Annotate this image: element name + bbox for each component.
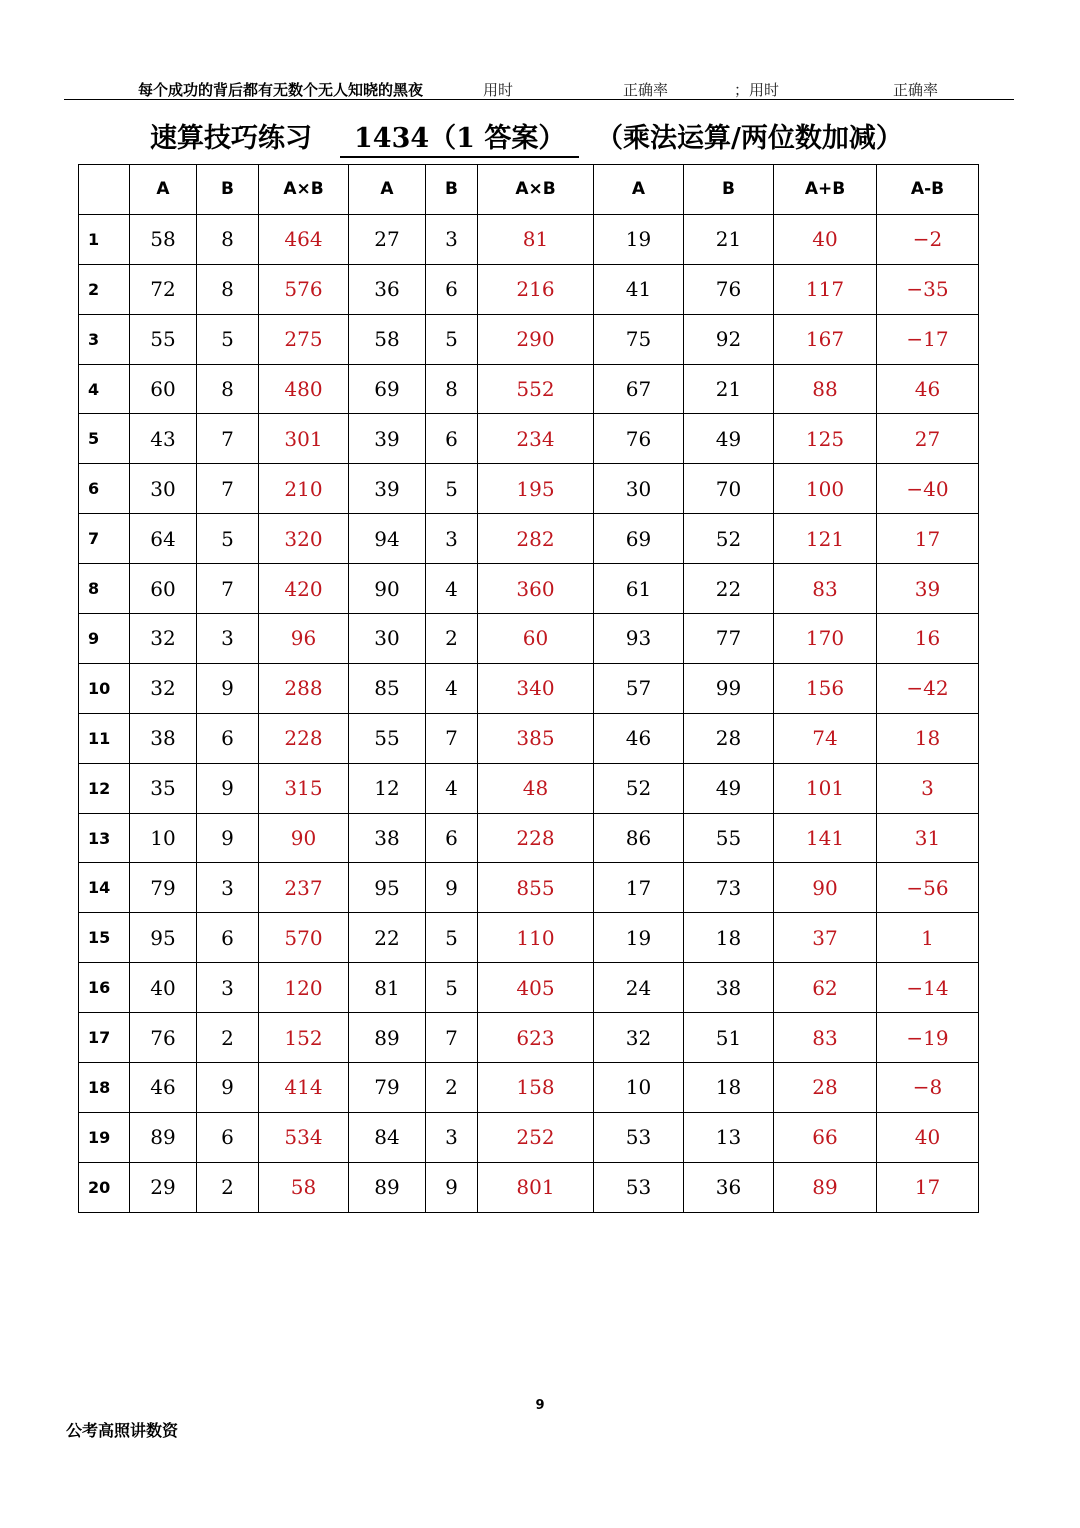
row-number: 20 <box>79 1162 130 1212</box>
table-row <box>79 1162 979 1212</box>
answer-cell: 210 <box>259 464 349 514</box>
operand-cell: 4 <box>426 564 478 614</box>
answer-cell: −42 <box>877 663 979 713</box>
answer-cell: 90 <box>259 813 349 863</box>
answer-cell: 234 <box>478 414 594 464</box>
operand-cell: 76 <box>594 414 684 464</box>
operand-cell: 36 <box>349 264 426 314</box>
answer-cell: 576 <box>259 264 349 314</box>
operand-cell: 76 <box>130 1013 197 1063</box>
operand-cell: 5 <box>426 314 478 364</box>
operand-cell: 9 <box>197 663 259 713</box>
operand-cell: 85 <box>349 663 426 713</box>
answer-cell: 801 <box>478 1162 594 1212</box>
operand-cell: 38 <box>130 713 197 763</box>
table-row <box>79 464 979 514</box>
operand-cell: 27 <box>349 214 426 264</box>
operand-cell: 41 <box>594 264 684 314</box>
operand-cell: 7 <box>197 414 259 464</box>
operand-cell: 9 <box>197 763 259 813</box>
answer-cell: 340 <box>478 663 594 713</box>
operand-cell: 69 <box>594 514 684 564</box>
operand-cell: 53 <box>594 1112 684 1162</box>
row-number: 2 <box>79 264 130 314</box>
operand-cell: 89 <box>349 1162 426 1212</box>
operand-cell: 76 <box>684 264 774 314</box>
operand-cell: 30 <box>349 614 426 664</box>
answer-cell: 100 <box>774 464 877 514</box>
operand-cell: 77 <box>684 614 774 664</box>
row-number: 10 <box>79 663 130 713</box>
operand-cell: 60 <box>130 564 197 614</box>
answer-cell: 27 <box>877 414 979 464</box>
operand-cell: 46 <box>594 713 684 763</box>
answer-cell: 237 <box>259 863 349 913</box>
operand-cell: 29 <box>130 1162 197 1212</box>
operand-cell: 32 <box>130 663 197 713</box>
operand-cell: 73 <box>684 863 774 913</box>
page-header <box>138 76 1018 100</box>
operand-cell: 9 <box>197 813 259 863</box>
row-number: 14 <box>79 863 130 913</box>
operand-cell: 72 <box>130 264 197 314</box>
answer-cell: 37 <box>774 913 877 963</box>
operand-cell: 32 <box>594 1013 684 1063</box>
operand-cell: 19 <box>594 214 684 264</box>
row-number: 5 <box>79 414 130 464</box>
operand-cell: 9 <box>426 1162 478 1212</box>
operand-cell: 58 <box>349 314 426 364</box>
header-cell: A+B <box>774 165 877 215</box>
operand-cell: 32 <box>130 614 197 664</box>
answer-cell: 290 <box>478 314 594 364</box>
table-row <box>79 1013 979 1063</box>
answer-cell: 420 <box>259 564 349 614</box>
header-motto: 每个成功的背后都有无数个无人知晓的黑夜 <box>138 81 424 99</box>
table-row <box>79 514 979 564</box>
operand-cell: 30 <box>594 464 684 514</box>
operand-cell: 43 <box>130 414 197 464</box>
operand-cell: 64 <box>130 514 197 564</box>
table-row <box>79 913 979 963</box>
operand-cell: 8 <box>197 264 259 314</box>
operand-cell: 21 <box>684 364 774 414</box>
operand-cell: 10 <box>594 1063 684 1113</box>
table-row <box>79 364 979 414</box>
operand-cell: 55 <box>684 813 774 863</box>
operand-cell: 49 <box>684 414 774 464</box>
answer-cell: 18 <box>877 713 979 763</box>
answer-cell: −8 <box>877 1063 979 1113</box>
operand-cell: 28 <box>684 713 774 763</box>
row-number: 1 <box>79 214 130 264</box>
operand-cell: 53 <box>594 1162 684 1212</box>
time-blank-2 <box>779 84 859 100</box>
answer-cell: 60 <box>478 614 594 664</box>
operand-cell: 6 <box>197 913 259 963</box>
answer-cell: 31 <box>877 813 979 863</box>
operand-cell: 3 <box>197 963 259 1013</box>
table-row <box>79 713 979 763</box>
operand-cell: 21 <box>684 214 774 264</box>
operand-cell: 38 <box>684 963 774 1013</box>
operand-cell: 93 <box>594 614 684 664</box>
operand-cell: 3 <box>197 614 259 664</box>
table-row <box>79 863 979 913</box>
operand-cell: 55 <box>349 713 426 763</box>
answer-cell: 46 <box>877 364 979 414</box>
operand-cell: 7 <box>426 713 478 763</box>
accuracy-label-1: 正确率 <box>623 81 669 99</box>
header-cell: A <box>130 165 197 215</box>
operand-cell: 6 <box>197 713 259 763</box>
answer-cell: −56 <box>877 863 979 913</box>
answer-cell: 252 <box>478 1112 594 1162</box>
answer-cell: 570 <box>259 913 349 963</box>
operand-cell: 60 <box>130 364 197 414</box>
operand-cell: 3 <box>426 1112 478 1162</box>
page-number: 9 <box>535 1398 545 1413</box>
operand-cell: 84 <box>349 1112 426 1162</box>
operand-cell: 9 <box>197 1063 259 1113</box>
operand-cell: 4 <box>426 763 478 813</box>
answer-cell: 39 <box>877 564 979 614</box>
row-number: 11 <box>79 713 130 763</box>
operand-cell: 4 <box>426 663 478 713</box>
answer-cell: 17 <box>877 514 979 564</box>
operand-cell: 5 <box>426 963 478 1013</box>
operand-cell: 40 <box>130 963 197 1013</box>
header-cell: A <box>349 165 426 215</box>
answer-cell: −40 <box>877 464 979 514</box>
header-cell: A-B <box>877 165 979 215</box>
answer-cell: 414 <box>259 1063 349 1113</box>
page-title <box>150 110 950 154</box>
answer-cell: 156 <box>774 663 877 713</box>
table-row <box>79 214 979 264</box>
table-row <box>79 963 979 1013</box>
footer-text: 公考高照讲数资 <box>66 1421 179 1440</box>
operand-cell: 8 <box>197 364 259 414</box>
operand-cell: 2 <box>426 614 478 664</box>
operand-cell: 39 <box>349 414 426 464</box>
operand-cell: 52 <box>594 763 684 813</box>
answer-cell: 81 <box>478 214 594 264</box>
time-label-2: 用时 <box>749 81 780 99</box>
header-cell: B <box>426 165 478 215</box>
operand-cell: 81 <box>349 963 426 1013</box>
time-blank-1 <box>513 84 595 100</box>
header-separator: ； <box>734 81 750 99</box>
answer-cell: 552 <box>478 364 594 414</box>
answer-cell: 195 <box>478 464 594 514</box>
header-cell: A <box>594 165 684 215</box>
operand-cell: 46 <box>130 1063 197 1113</box>
operand-cell: 39 <box>349 464 426 514</box>
operand-cell: 95 <box>130 913 197 963</box>
operand-cell: 2 <box>197 1162 259 1212</box>
answer-cell: 88 <box>774 364 877 414</box>
row-number: 4 <box>79 364 130 414</box>
answer-cell: 405 <box>478 963 594 1013</box>
answer-cell: 320 <box>259 514 349 564</box>
answer-cell: 855 <box>478 863 594 913</box>
table-row <box>79 414 979 464</box>
table-row <box>79 1063 979 1113</box>
operand-cell: 6 <box>426 813 478 863</box>
operand-cell: 19 <box>594 913 684 963</box>
row-number: 15 <box>79 913 130 963</box>
operand-cell: 30 <box>130 464 197 514</box>
answer-cell: 623 <box>478 1013 594 1063</box>
accuracy-field-1 <box>623 79 726 100</box>
operand-cell: 5 <box>197 514 259 564</box>
operand-cell: 38 <box>349 813 426 863</box>
table-header-row <box>79 165 979 215</box>
operand-cell: 3 <box>426 514 478 564</box>
operand-cell: 24 <box>594 963 684 1013</box>
answer-cell: 3 <box>877 763 979 813</box>
operand-cell: 10 <box>130 813 197 863</box>
answer-cell: 1 <box>877 913 979 963</box>
title-subtitle: （乘法运算/两位数加减） <box>596 123 903 154</box>
answer-cell: 117 <box>774 264 877 314</box>
operand-cell: 67 <box>594 364 684 414</box>
answer-cell: 152 <box>259 1013 349 1063</box>
header-divider <box>64 99 1014 100</box>
time-label-1: 用时 <box>483 81 514 99</box>
operand-cell: 70 <box>684 464 774 514</box>
header-cell: A×B <box>478 165 594 215</box>
answer-cell: 96 <box>259 614 349 664</box>
accuracy-blank-2 <box>938 84 986 100</box>
answer-table <box>78 164 979 1213</box>
operand-cell: 6 <box>197 1112 259 1162</box>
header-cell: A×B <box>259 165 349 215</box>
answer-cell: 480 <box>259 364 349 414</box>
operand-cell: 5 <box>426 913 478 963</box>
operand-cell: 35 <box>130 763 197 813</box>
answer-cell: 158 <box>478 1063 594 1113</box>
operand-cell: 36 <box>684 1162 774 1212</box>
answer-cell: 89 <box>774 1162 877 1212</box>
operand-cell: 90 <box>349 564 426 614</box>
answer-cell: −17 <box>877 314 979 364</box>
operand-cell: 22 <box>684 564 774 614</box>
row-number: 17 <box>79 1013 130 1063</box>
answer-cell: 48 <box>478 763 594 813</box>
answer-cell: 228 <box>478 813 594 863</box>
row-number: 16 <box>79 963 130 1013</box>
accuracy-label-2: 正确率 <box>893 81 939 99</box>
operand-cell: 52 <box>684 514 774 564</box>
answer-cell: 216 <box>478 264 594 314</box>
answer-cell: 28 <box>774 1063 877 1113</box>
operand-cell: 13 <box>684 1112 774 1162</box>
row-number: 12 <box>79 763 130 813</box>
operand-cell: 18 <box>684 913 774 963</box>
answer-cell: 110 <box>478 913 594 963</box>
answer-cell: 141 <box>774 813 877 863</box>
answer-cell: 40 <box>774 214 877 264</box>
operand-cell: 5 <box>426 464 478 514</box>
operand-cell: 75 <box>594 314 684 364</box>
answer-cell: 58 <box>259 1162 349 1212</box>
operand-cell: 7 <box>197 564 259 614</box>
answer-cell: −2 <box>877 214 979 264</box>
operand-cell: 7 <box>197 464 259 514</box>
header-cell: B <box>684 165 774 215</box>
answer-cell: −35 <box>877 264 979 314</box>
row-number: 13 <box>79 813 130 863</box>
row-number: 7 <box>79 514 130 564</box>
row-number: 8 <box>79 564 130 614</box>
answer-cell: 74 <box>774 713 877 763</box>
answer-cell: 62 <box>774 963 877 1013</box>
operand-cell: 22 <box>349 913 426 963</box>
operand-cell: 79 <box>349 1063 426 1113</box>
operand-cell: 6 <box>426 264 478 314</box>
answer-cell: 228 <box>259 713 349 763</box>
operand-cell: 8 <box>426 364 478 414</box>
operand-cell: 94 <box>349 514 426 564</box>
time-field-2 <box>734 79 859 100</box>
operand-cell: 12 <box>349 763 426 813</box>
row-number: 9 <box>79 614 130 664</box>
answer-cell: 83 <box>774 1013 877 1063</box>
operand-cell: 89 <box>130 1112 197 1162</box>
operand-cell: 9 <box>426 863 478 913</box>
answer-cell: 282 <box>478 514 594 564</box>
answer-cell: 16 <box>877 614 979 664</box>
answer-cell: 90 <box>774 863 877 913</box>
table-row <box>79 314 979 364</box>
operand-cell: 95 <box>349 863 426 913</box>
row-number: 6 <box>79 464 130 514</box>
answer-cell: 385 <box>478 713 594 763</box>
answer-cell: 275 <box>259 314 349 364</box>
operand-cell: 5 <box>197 314 259 364</box>
answer-cell: 17 <box>877 1162 979 1212</box>
operand-cell: 58 <box>130 214 197 264</box>
operand-cell: 99 <box>684 663 774 713</box>
operand-cell: 3 <box>426 214 478 264</box>
answer-cell: 120 <box>259 963 349 1013</box>
table-row <box>79 1112 979 1162</box>
answer-cell: 167 <box>774 314 877 364</box>
operand-cell: 18 <box>684 1063 774 1113</box>
row-number: 3 <box>79 314 130 364</box>
operand-cell: 69 <box>349 364 426 414</box>
operand-cell: 6 <box>426 414 478 464</box>
row-number: 19 <box>79 1112 130 1162</box>
table-row <box>79 763 979 813</box>
row-number: 18 <box>79 1063 130 1113</box>
table-row <box>79 564 979 614</box>
answer-cell: 121 <box>774 514 877 564</box>
answer-cell: −14 <box>877 963 979 1013</box>
operand-cell: 51 <box>684 1013 774 1063</box>
answer-cell: 40 <box>877 1112 979 1162</box>
answer-cell: 125 <box>774 414 877 464</box>
answer-cell: 315 <box>259 763 349 813</box>
operand-cell: 2 <box>426 1063 478 1113</box>
answer-cell: 534 <box>259 1112 349 1162</box>
operand-cell: 57 <box>594 663 684 713</box>
title-main: 速算技巧练习 <box>150 123 312 154</box>
answer-cell: −19 <box>877 1013 979 1063</box>
table-row <box>79 264 979 314</box>
answer-cell: 101 <box>774 763 877 813</box>
operand-cell: 3 <box>197 863 259 913</box>
accuracy-field-2 <box>893 79 986 100</box>
table-body <box>79 214 979 1212</box>
operand-cell: 92 <box>684 314 774 364</box>
accuracy-blank-1 <box>668 84 726 100</box>
answer-cell: 360 <box>478 564 594 614</box>
operand-cell: 8 <box>197 214 259 264</box>
header-cell: B <box>197 165 259 215</box>
operand-cell: 49 <box>684 763 774 813</box>
time-field-1 <box>483 79 595 100</box>
header-cell <box>79 165 130 215</box>
operand-cell: 7 <box>426 1013 478 1063</box>
answer-cell: 288 <box>259 663 349 713</box>
answer-cell: 66 <box>774 1112 877 1162</box>
operand-cell: 89 <box>349 1013 426 1063</box>
answer-cell: 83 <box>774 564 877 614</box>
table-row <box>79 813 979 863</box>
table-row <box>79 614 979 664</box>
operand-cell: 79 <box>130 863 197 913</box>
operand-cell: 55 <box>130 314 197 364</box>
operand-cell: 2 <box>197 1013 259 1063</box>
operand-cell: 61 <box>594 564 684 614</box>
table-row <box>79 663 979 713</box>
title-code: 1434（1 答案） <box>340 116 579 158</box>
answer-cell: 301 <box>259 414 349 464</box>
answer-cell: 464 <box>259 214 349 264</box>
operand-cell: 86 <box>594 813 684 863</box>
answer-cell: 170 <box>774 614 877 664</box>
operand-cell: 17 <box>594 863 684 913</box>
